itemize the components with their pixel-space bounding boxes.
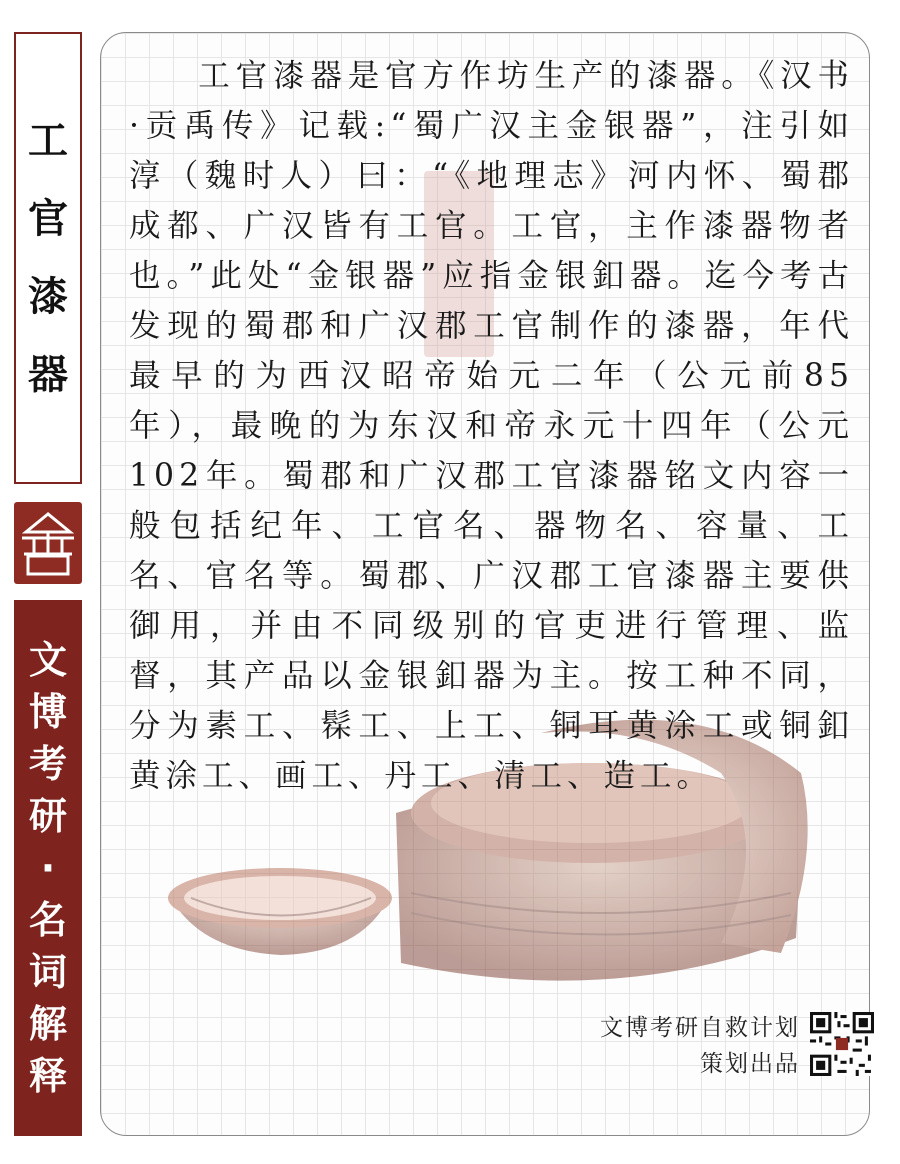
banner-char: · [40, 846, 56, 890]
title-char: 工 [28, 118, 68, 164]
banner-char: 词 [28, 950, 67, 994]
seal-stamp-icon [14, 502, 82, 584]
banner-char: 考 [28, 742, 67, 786]
title-char: 漆 [28, 274, 68, 320]
credits [600, 1010, 800, 1082]
title-vertical [14, 32, 82, 484]
banner-char: 解 [28, 1002, 67, 1046]
banner-char: 释 [28, 1054, 67, 1098]
qr-code-icon[interactable] [810, 1012, 874, 1076]
banner-char: 文 [28, 638, 67, 682]
banner-char: 研 [28, 794, 67, 838]
series-banner [14, 600, 82, 1136]
credits-line-2: 策划出品 [700, 1051, 800, 1077]
banner-char: 名 [28, 898, 67, 942]
title-char: 器 [28, 352, 68, 398]
credits-line-1: 文博考研自救计划 [600, 1015, 800, 1041]
content-card [100, 32, 870, 1136]
banner-char: 博 [28, 690, 67, 734]
title-char: 官 [28, 196, 68, 242]
article-body: 工官漆器是官方作坊生产的漆器。《汉书·贡禹传》记载:“蜀广汉主金银器”，注引如淳（魏时人）曰：“《地理志》河内怀、蜀郡成都、广汉皆有工官。工官，主作漆器物者也。”此处“金银器”应指金银釦器。迄今考古发现的蜀郡和广汉郡工官制作的漆器，年代最早的为西汉昭帝始元二年（公元前85年），最晚的为东汉和帝永元十四年（公元102年。蜀郡和广汉郡工官漆器铭文内容一般包括纪年、工官名、器物名、容量、工名、官名等。蜀郡、广汉郡工官漆器主要供御用，并由不同级别的官吏进行管理、监督，其产品以金银釦器为主。按工种不同，分为素工、髹工、上工、铜耳黄涂工或铜釦黄涂工、画工、丹工、清工、造工。 [129, 58, 854, 794]
